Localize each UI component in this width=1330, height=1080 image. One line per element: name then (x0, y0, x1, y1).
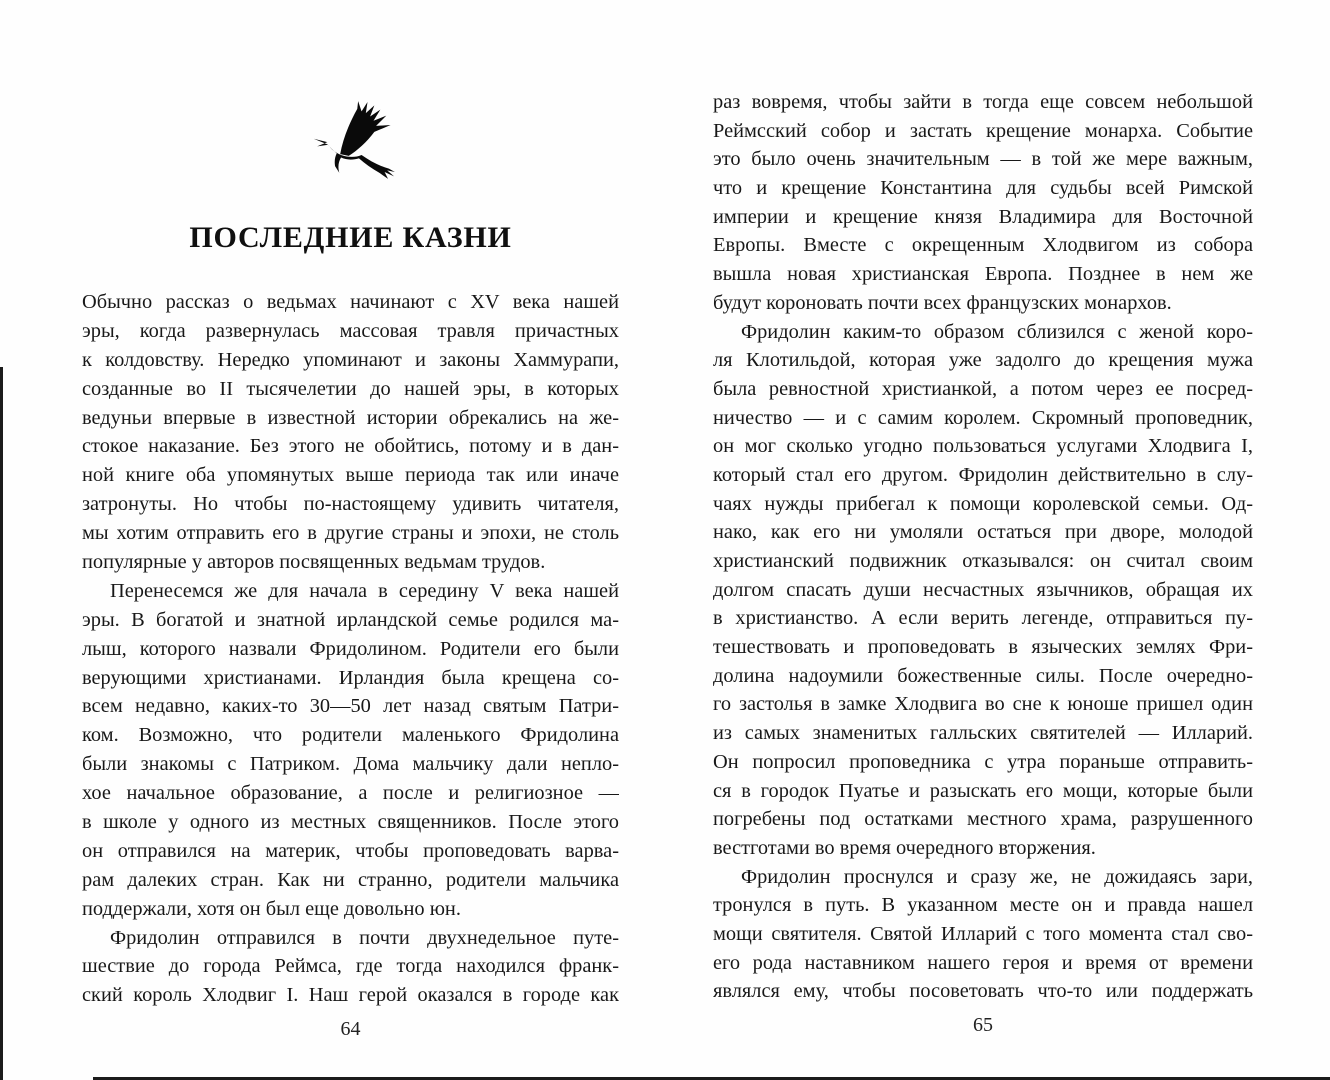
text-line: империи и крещение князя Владимира для Восточной (713, 205, 1253, 228)
text-line: мы хотим отправить его в другие страны и эпохи, не столь (82, 522, 619, 545)
text-line: ский король Хлодвиг I. Наш герой оказался в городе как (82, 984, 619, 1007)
text-line: ком. Возможно, что родители маленького Фридолина (82, 724, 619, 747)
text-line: к колдовству. Нередко упоминают и законы Хаммурапи, (82, 348, 619, 371)
left-page-text (82, 288, 619, 1010)
text-line: Фридолин отправился в почти двухнедельное путе- (110, 926, 619, 949)
text-line: Европы. Вместе с окрещенным Хлодвигом из собора (713, 234, 1253, 257)
text-line: Фридолин каким-то образом сблизился с женой коро- (741, 320, 1253, 343)
text-line: чаях нужды прибегал к помощи королевской семьи. Од- (713, 492, 1253, 515)
text-line: ля Клотильдой, которая уже задолго до крещения мужа (713, 349, 1253, 372)
text-line: в христианство. А если верить легенде, отправиться пу- (713, 607, 1253, 630)
text-line: мощи святителя. Святой Илларий с того момента стал сво- (713, 922, 1253, 945)
text-line: его рода наставником нашего героя и время от времени (713, 951, 1253, 974)
text-line: что и крещение Константина для судьбы всей Римской (713, 177, 1253, 200)
raven-icon (306, 100, 400, 186)
text-line: верующими христианами. Ирландия была крещена со- (82, 666, 619, 689)
text-line: всем недавно, каких-то 30—50 лет назад святым Патри- (82, 695, 619, 718)
text-line: это было очень значительным — в той же мере важным, (713, 148, 1253, 171)
text-line: Фридолин проснулся и сразу же, не дожидаясь зари, (741, 865, 1253, 888)
text-line: были знакомы с Патриком. Дома мальчику дали непло- (82, 753, 619, 776)
text-line: хое начальное образование, а после и религиозное — (82, 782, 619, 805)
text-line: стокое наказание. Без этого не обойтись, потому и в дан- (82, 435, 619, 458)
text-line: христианский подвижник отказывался: он считал своим (713, 550, 1253, 572)
text-line: из самых знаменитых галльских святителей — Илларий. (713, 722, 1253, 745)
page-number-right: 65 (973, 1014, 993, 1036)
text-line: ведуньи впервые в известной истории обрекались на же- (82, 406, 619, 429)
text-line: лыш, которого назвали Фридолином. Родители его были (82, 637, 619, 660)
text-line: созданные во II тысячелетии до нашей эры, в которых (82, 377, 619, 400)
text-line: в школе у одного из местных священников. После этого (82, 811, 619, 834)
text-line: го застолья в замке Хлодвига во сне к юноше пришел один (713, 693, 1253, 716)
text-line: поддержали, хотя он был еще довольно юн. (82, 897, 461, 920)
text-line: ной книге оба упомянутых выше периода так или иначе (82, 464, 619, 487)
text-line: Он попросил проповедника с утра пораньше отправить- (713, 750, 1253, 773)
text-line: Реймсский собор и застать крещение монарха. Событие (713, 119, 1253, 142)
page-number-left: 64 (340, 1018, 361, 1040)
right-page-text (713, 88, 1253, 1006)
text-line: была ревностной христианкой, а потом через ее посред- (713, 377, 1253, 400)
text-line: Перенесемся же для начала в середину V века нашей (110, 579, 619, 602)
text-line: долгом спасать души несчастных язычников, обращая их (713, 578, 1253, 601)
text-line: нако, как его ни умоляли остаться при дворе, молодой (713, 521, 1253, 544)
page-left (82, 0, 619, 1080)
text-line: тешествовать и проповедовать в языческих землях Фри- (713, 636, 1253, 659)
text-line: ся в городок Пуатье и разыскать его мощи, которые были (713, 779, 1253, 802)
text-line: он мог сколько угодно пользоваться услугами Хлодвига I, (713, 435, 1253, 458)
page-right (713, 0, 1253, 1080)
text-line: рам далеких стран. Как ни странно, родители мальчика (82, 868, 619, 891)
text-line: он отправился на материк, чтобы проповедовать варва- (82, 839, 619, 862)
text-line: вестготами во время очередного вторжения. (713, 836, 1096, 859)
text-line: погребены под остатками местного храма, разрушенного (713, 808, 1253, 831)
text-line: эры, когда развернулась массовая травля причастных (82, 319, 619, 342)
text-line: вышла новая христианская Европа. Позднее в нем же (713, 263, 1253, 286)
text-line: являлся ему, чтобы посоветовать что-то или поддержать (713, 980, 1253, 1003)
text-line: долина надоумили божественные силы. После очередно- (713, 664, 1253, 687)
text-line: который стал его другом. Фридолин действительно в слу- (713, 463, 1253, 486)
text-line: будут короновать почти всех французских монархов. (713, 291, 1172, 314)
text-line: Обычно рассказ о ведьмах начинают с XV века нашей (82, 291, 619, 313)
text-line: затронуты. Но чтобы по-настоящему удивить читателя, (82, 493, 619, 516)
scan-edge-left (0, 367, 3, 1080)
text-line: тронулся в путь. В указанном месте он и правда нашел (713, 894, 1253, 917)
text-line: ничество — и с самим королем. Скромный проповедник, (713, 406, 1253, 429)
text-line: популярные у авторов посвященных ведьмам трудов. (82, 551, 546, 574)
text-line: эры. В богатой и знатной ирландской семье родился ма- (82, 608, 619, 631)
chapter-title: ПОСЛЕДНИЕ КАЗНИ (189, 221, 512, 255)
text-line: шествие до города Реймса, где тогда находился франк- (82, 955, 619, 978)
text-line: раз вовремя, чтобы зайти в тогда еще совсем небольшой (713, 91, 1253, 113)
